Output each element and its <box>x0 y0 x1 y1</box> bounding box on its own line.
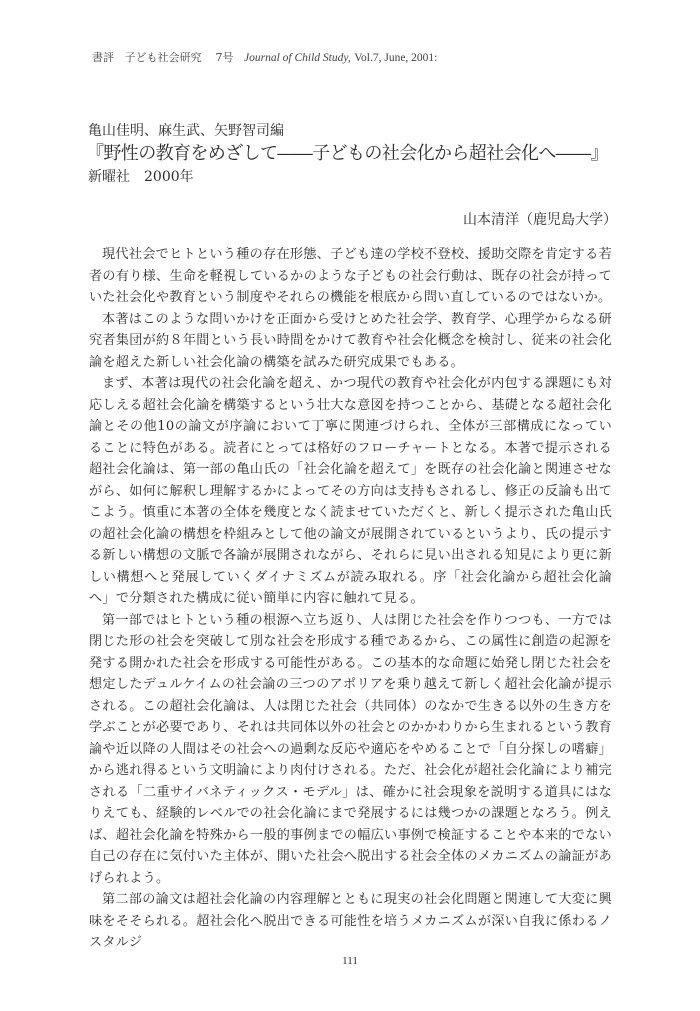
header-volume-date: Vol.7, June, 2001: <box>354 52 438 64</box>
header-category: 書評 <box>92 51 114 64</box>
running-header <box>92 49 437 65</box>
header-journal-ja: 子ども社会研究 <box>124 51 202 64</box>
review-body <box>89 244 612 954</box>
paragraph: 現代社会でヒトという種の存在形態、子ども達の学校不登校、援助交際を肯定する若者の有り様、生命を軽視しているかのような子どもの社会行動は、既存の社会が持っていた社会化や教育という制度やそれらの機能を根底から問い直しているのではないか。 <box>89 247 612 305</box>
header-journal-en: Journal of Child Study, <box>244 52 351 64</box>
paragraph: 本著はこのような問いかけを正面から受けとめた社会学、教育学、心理学からなる研究者集団が約８年間という長い時間をかけて教育や社会化概念を検討し、従来の社会化論を超えた新しい社会化論の構築を試みた研究成果でもある。 <box>89 311 612 370</box>
header-issue: 7号 <box>215 51 234 64</box>
reviewer-name: 山本清洋（鹿児島大学） <box>463 212 617 228</box>
paragraph: 第一部ではヒトという種の根源へ立ち返り、人は閉じた社会を作りつつも、一方では閉じた形の社会を突破して別な社会を形成する種であるから、この属性に創造の起源を発する開かれた社会を形成する可能性がある。この基本的な命題に始発し閉じた社会を想定したデュルケイムの社会論の三つのアポリアを乗り越えて新しく超社会化論が提示される。この超社会化論は、人は閉じた社会（共同体）のなかで生きる以外の生き方を学ぶことが必要であり、それは共同体以外の社会とのかかわりから生まれるという教育論や近以降の人間はその社会への過剰な反応や適応をやめることで「自分探しの嗜癖」から逃れ得るという文明論により肉付けされる。ただ、社会化が超社会化論により補完される「二重サイバネティックス・モデル」は、確かに社会現象を説明する道具にはなりえても、経験的レベルでの社会化論にまで発展するには幾つかの課題となろう。例えば、超社会化論を特殊から一般的事例までの幅広い事例で検証することや本来的でない自己の存在に気付いた主体が、開いた社会へ脱出する社会全体のメカニズムの論証があげられよう。 <box>89 612 612 886</box>
book-editors: 亀山佳明、麻生武、矢野智司編 <box>88 123 284 139</box>
paragraph: まず、本著は現代の社会化論を超え、かつ現代の教育や社会化が内包する課題にも対応しえる超社会化論を構築するという壮大な意図を持つことから、基礎となる超社会化論とその他10の論文が序論において丁寧に関連づけられ、全体が三部構成になっていることに特色がある。読者にとっては格好のフローチャートとなる。本著で提示される超社会化論は、第一部の亀山氏の「社会化論を超えて」を既存の社会化論と関連させながら、如何に解釈し理解するかによってその方向は支持もされるし、修正の反論も出てこよう。慎重に本著の全体を幾度となく読ませていただくと、新しく提示された亀山氏の超社会化論の構想を枠組みとして他の論文が展開されているというより、氏の提示する新しい構想の文脈で各論が展開されながら、それらに見い出される知見により更に新しい構想へと発展していくダイナミズムが読み取れる。序「社会化論から超社会化論へ」で分類された構成に従い簡単に内容に触れて見る。 <box>89 376 612 606</box>
book-publisher: 新曜社 2000年 <box>88 169 194 185</box>
page-number: 111 <box>342 955 358 967</box>
book-title: 『野性の教育をめざして――子どもの社会化から超社会化へ――』 <box>86 143 608 164</box>
paragraph: 第二部の論文は超社会化論の内容理解とともに現実の社会化問題と関連して大変に興味をそそられる。超社会化へ脱出できる可能性を培うメカニズムが深い自我に係わるノスタルジ <box>89 892 612 950</box>
